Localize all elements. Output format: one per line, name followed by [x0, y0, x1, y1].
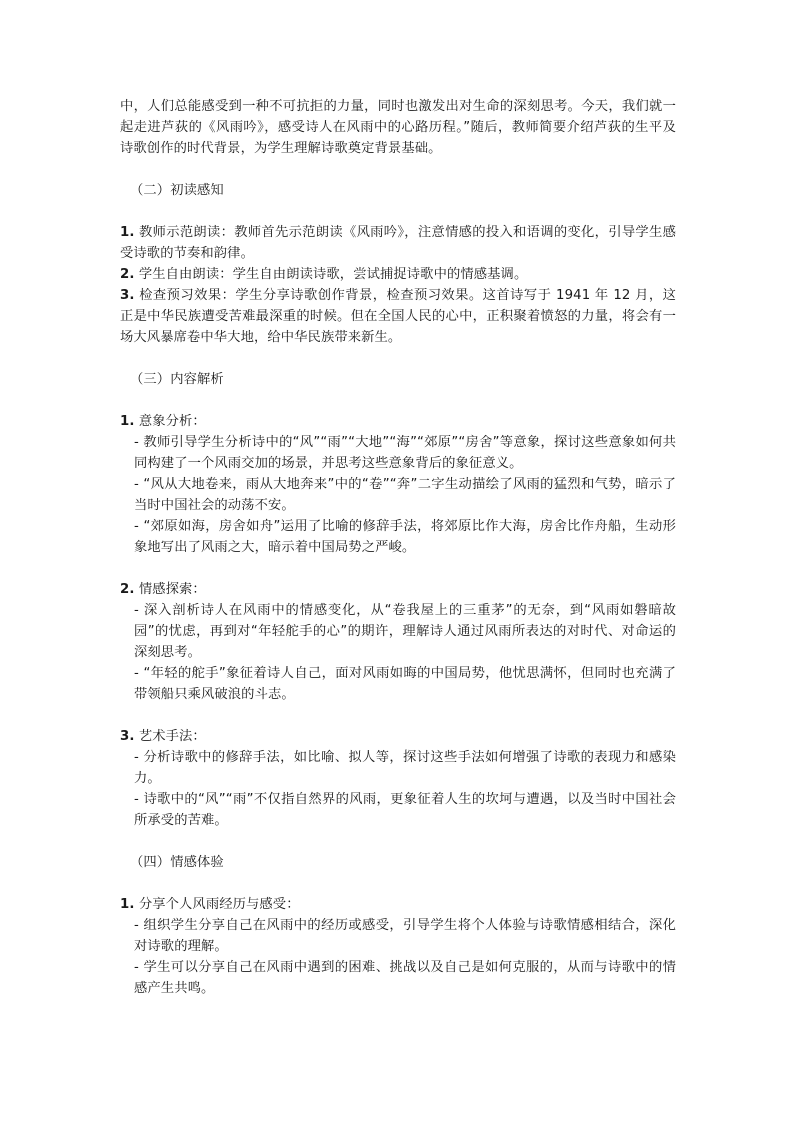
document-body	[120, 96, 676, 999]
subsection-title-text: 分享个人风雨经历与感受：	[138, 897, 300, 912]
item-text: 教师示范朗读：教师首先示范朗读《风雨吟》，注意情感的投入和语调的变化，引导学生感受诗歌的节奏和韵律。	[120, 225, 676, 261]
bullet-item: - 学生可以分享自己在风雨中遇到的困难、挑战以及自己是如何克服的，从而与诗歌中的情感产生共鸣。	[134, 960, 676, 996]
list-item	[120, 222, 676, 264]
bullet-item: - “年轻的舵手”象征着诗人自己，面对风雨如晦的中国局势，他忧思满怀，但同时也充满了带领船只乘风破浪的斗志。	[134, 666, 676, 702]
item-text: 学生自由朗读：学生自由朗读诗歌，尝试捕捉诗歌中的情感基调。	[138, 267, 528, 282]
bullet-item: - 组织学生分享自己在风雨中的经历或感受，引导学生将个人体验与诗歌情感相结合，深化对诗歌的理解。	[134, 918, 676, 954]
intro-paragraph: 中，人们总能感受到一种不可抗拒的力量，同时也激发出对生命的深刻思考。今天，我们就一起走进芦荻的《风雨吟》，感受诗人在风雨中的心路历程。”随后，教师简要介绍芦荻的生平及诗歌创作的时代背景，为学生理解诗歌奠定背景基础。	[120, 99, 676, 156]
subsection-title	[120, 894, 676, 915]
section-heading: （三）内容解析	[130, 372, 224, 387]
list-item	[120, 285, 676, 348]
section-heading: （四）情感体验	[130, 855, 224, 870]
subsection-title	[120, 411, 676, 432]
section-heading: （二）初读感知	[130, 183, 224, 198]
item-number: 2.	[120, 267, 135, 282]
bullet-item: - 分析诗歌中的修辞手法，如比喻、拟人等，探讨这些手法如何增强了诗歌的表现力和感染力。	[134, 750, 676, 786]
bullet-item: - 深入剖析诗人在风雨中的情感变化，从“卷我屋上的三重茅”的无奈，到“风雨如磐暗故园”的忧虑，再到对“年轻舵手的心”的期许，理解诗人通过风雨所表达的对时代、对命运的深刻思考。	[134, 603, 676, 660]
bullet-item: - “风从大地卷来，雨从大地奔来”中的“卷”“奔”二字生动描绘了风雨的猛烈和气势，暗示了当时中国社会的动荡不安。	[134, 477, 676, 513]
item-number: 1.	[120, 897, 135, 912]
item-number: 1.	[120, 414, 135, 429]
subsection-title-text: 情感探索：	[138, 582, 206, 597]
item-number: 2.	[120, 582, 135, 597]
item-number: 3.	[120, 288, 135, 303]
bullet-item: - 教师引导学生分析诗中的“风”“雨”“大地”“海”“郊原”“房舍”等意象，探讨这些意象如何共同构建了一个风雨交加的场景，并思考这些意象背后的象征意义。	[134, 435, 676, 471]
item-text: 检查预习效果：学生分享诗歌创作背景，检查预习效果。这首诗写于 1941 年 12 月，这正是中华民族遭受苦难最深重的时候。但在全国人民的心中，正积聚着愤怒的力量，将会有一场大风暴席卷中华大地，给中华民族带来新生。	[120, 288, 676, 345]
item-number: 1.	[120, 225, 135, 240]
subsection-title	[120, 579, 676, 600]
list-item	[120, 264, 676, 285]
subsection-title-text: 意象分析：	[138, 414, 206, 429]
bullet-item: - “郊原如海，房舍如舟”运用了比喻的修辞手法，将郊原比作大海，房舍比作舟船，生动形象地写出了风雨之大，暗示着中国局势之严峻。	[134, 519, 676, 555]
subsection-title	[120, 726, 676, 747]
subsection-title-text: 艺术手法：	[138, 729, 206, 744]
bullet-item: - 诗歌中的“风”“雨”不仅指自然界的风雨，更象征着人生的坎坷与遭遇，以及当时中国社会所承受的苦难。	[134, 792, 676, 828]
item-number: 3.	[120, 729, 135, 744]
